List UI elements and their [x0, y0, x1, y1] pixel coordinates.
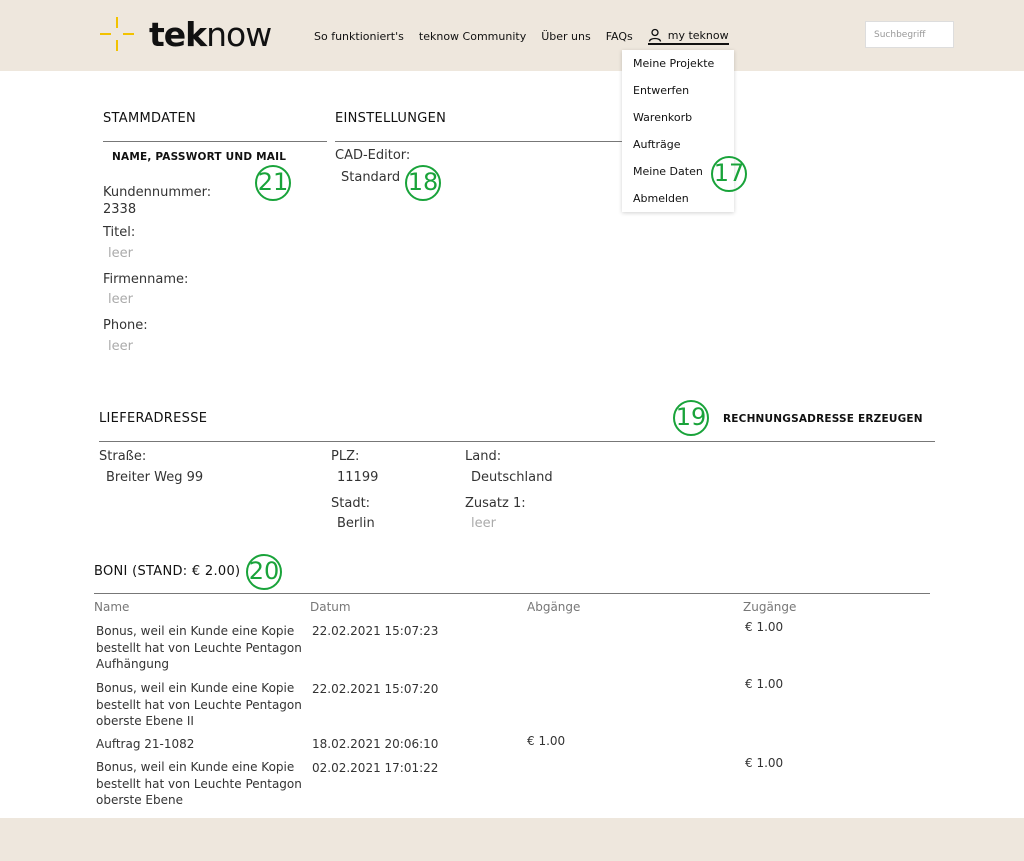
strasse-label: Straße:	[99, 449, 147, 464]
bonus-date: 22.02.2021 15:07:23	[312, 624, 439, 638]
stadt-label: Stadt:	[331, 496, 371, 511]
phone-label: Phone:	[103, 318, 148, 333]
teknow-logo[interactable]	[100, 16, 271, 52]
strasse-value: Breiter Weg 99	[106, 470, 204, 485]
bonus-zugang: € 1.00	[745, 620, 784, 634]
einstellungen-title: EINSTELLUNGEN	[335, 111, 447, 126]
land-value: Deutschland	[471, 470, 553, 485]
main-nav	[314, 28, 729, 45]
titel-label: Titel:	[103, 225, 136, 240]
nav-how-it-works[interactable]: So funktioniert's	[314, 30, 404, 43]
menu-item-meine-daten[interactable]: Meine Daten	[633, 165, 703, 178]
stammdaten-title: STAMMDATEN	[103, 111, 197, 126]
land-label: Land:	[465, 449, 502, 464]
user-icon	[648, 28, 662, 42]
firmenname-value: leer	[108, 292, 133, 307]
menu-item-warenkorb[interactable]: Warenkorb	[633, 111, 693, 124]
menu-item-abmelden[interactable]: Abmelden	[633, 192, 689, 205]
zusatz-label: Zusatz 1:	[465, 496, 526, 511]
logo-wordmark: teknow	[149, 14, 272, 54]
cad-editor-label: CAD-Editor:	[335, 148, 411, 163]
bonus-zugang: € 1.00	[745, 756, 784, 770]
bonus-zugang: € 1.00	[745, 677, 784, 691]
nav-about[interactable]: Über uns	[541, 30, 591, 43]
zusatz-value: leer	[471, 516, 496, 531]
site-header	[0, 0, 1024, 71]
annotation-21: 20	[246, 554, 282, 590]
cad-editor-value[interactable]: Standard	[341, 170, 401, 185]
boni-divider	[94, 593, 930, 594]
create-billing-address-button[interactable]: RECHNUNGSADRESSE ERZEUGEN	[723, 413, 923, 425]
bonus-name: Bonus, weil ein Kunde eine Kopie bestellt hat von Leuchte Pentagon oberste Ebene II	[96, 681, 302, 728]
annotation-18: 18	[405, 165, 441, 201]
plz-value: 11199	[337, 470, 379, 485]
menu-item-auftraege[interactable]: Aufträge	[633, 138, 681, 151]
bonus-abgang: € 1.00	[527, 734, 566, 748]
kundennummer-label: Kundennummer:	[103, 185, 212, 200]
annotation-17: 17	[711, 156, 747, 192]
bonus-date: 22.02.2021 15:07:20	[312, 682, 439, 696]
einstellungen-divider	[335, 141, 622, 142]
annotation-20: 19	[673, 400, 709, 436]
menu-item-entwerfen[interactable]: Entwerfen	[633, 84, 690, 97]
boni-title: BONI (STAND: € 2.00)	[94, 564, 241, 579]
nav-faqs[interactable]: FAQs	[605, 30, 633, 43]
titel-value: leer	[108, 246, 133, 261]
column-header-zugaenge: Zugänge	[743, 600, 797, 614]
stadt-value: Berlin	[337, 516, 375, 531]
my-teknow-label: my teknow	[667, 28, 729, 42]
bonus-name: Bonus, weil ein Kunde eine Kopie bestellt hat von Leuchte Pentagon oberste Ebene	[96, 760, 302, 807]
stammdaten-divider	[103, 141, 327, 142]
bonus-date: 18.02.2021 20:06:10	[312, 737, 439, 751]
plz-label: PLZ:	[331, 449, 360, 464]
phone-value: leer	[108, 339, 133, 354]
logo-crosshair-icon	[100, 17, 134, 51]
column-header-name: Name	[94, 600, 130, 614]
bonus-name: Auftrag 21-1082	[96, 737, 195, 751]
column-header-datum: Datum	[310, 600, 351, 614]
kundennummer-value: 2338	[103, 202, 137, 217]
site-footer	[0, 818, 1024, 861]
bonus-name: Bonus, weil ein Kunde eine Kopie bestellt hat von Leuchte Pentagon Aufhängung	[96, 624, 302, 671]
firmenname-label: Firmenname:	[103, 272, 189, 287]
nav-community[interactable]: teknow Community	[418, 30, 527, 43]
column-header-abgaenge: Abgänge	[527, 600, 581, 614]
lieferadresse-title: LIEFERADRESSE	[99, 411, 208, 426]
name-password-mail-link[interactable]: NAME, PASSWORT UND MAIL	[112, 151, 287, 163]
nav-my-teknow[interactable]	[648, 28, 729, 45]
annotation-19: 21	[255, 165, 291, 201]
search-input[interactable]: Suchbegriff	[865, 21, 954, 48]
lieferadresse-divider	[99, 441, 935, 442]
bonus-date: 02.02.2021 17:01:22	[312, 761, 439, 775]
menu-item-meine-projekte[interactable]: Meine Projekte	[633, 57, 715, 70]
